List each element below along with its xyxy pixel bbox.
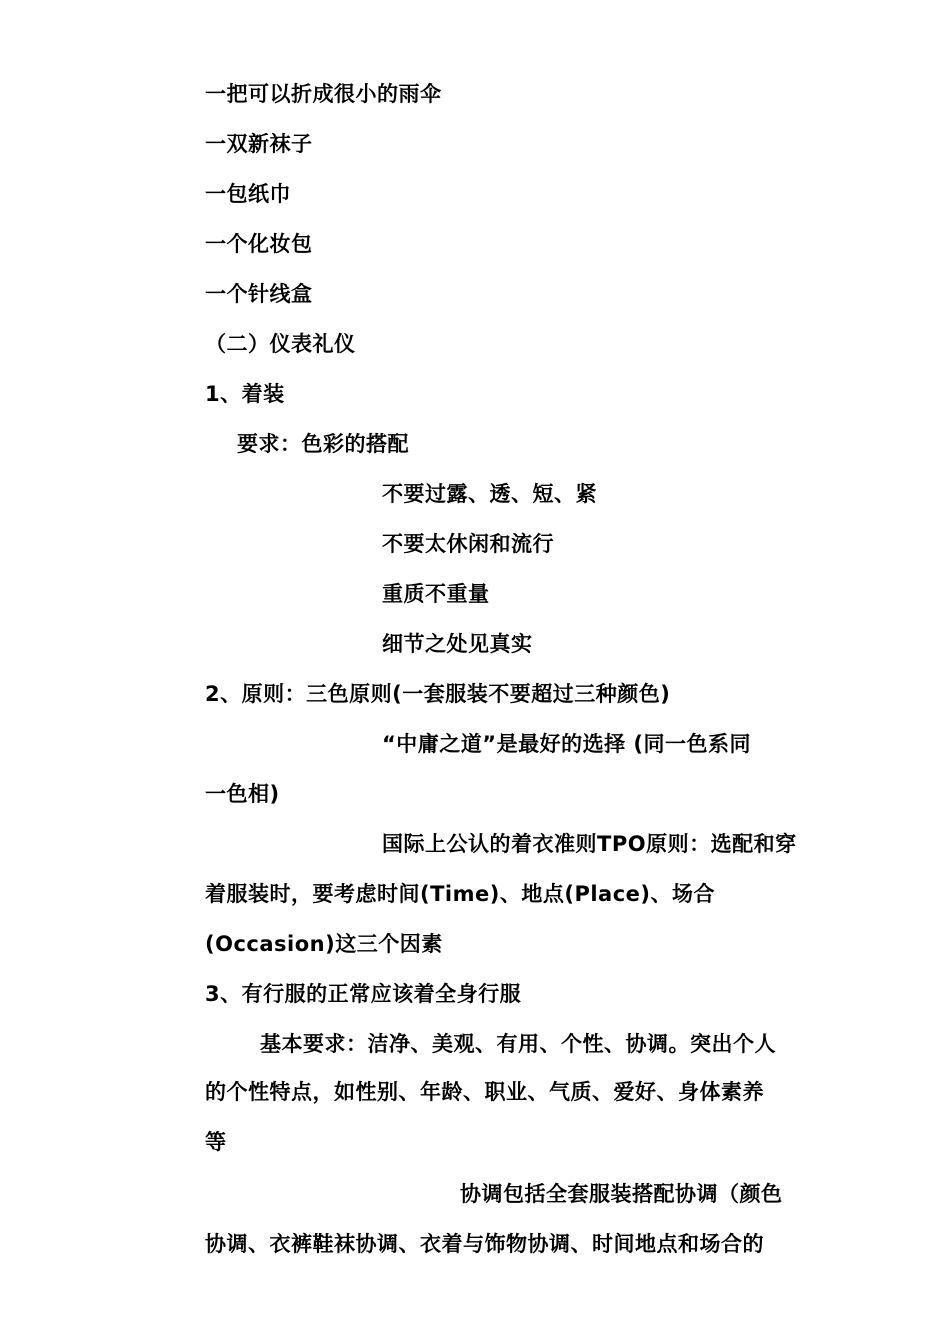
requirement-item-3: 重质不重量 [382,582,490,606]
requirement-item-1: 不要过露、透、短、紧 [382,482,597,506]
list-item-tissues: 一包纸巾 [205,182,291,206]
requirement-item-4: 细节之处见真实 [382,632,533,656]
paragraph-line: 国际上公认的着衣准则TPO原则：选配和穿 [382,832,797,856]
section-heading-appearance: （二）仪表礼仪 [205,332,356,356]
paragraph-line: 等 [205,1130,227,1154]
subheading-uniform: 3、有行服的正常应该着全身行服 [205,982,522,1006]
paragraph-line: 协调、衣裤鞋袜协调、衣着与饰物协调、时间地点和场合的 [205,1232,764,1256]
paragraph-line: “中庸之道”是最好的选择 (同一色系同 [382,732,752,756]
requirement-line: 要求：色彩的搭配 [237,432,409,456]
subheading-dress: 1、着装 [205,382,285,406]
paragraph-line: 着服装时，要考虑时间(Time)、地点(Place)、场合 [205,882,715,906]
principle-heading: 2、原则：三色原则(一套服装不要超过三种颜色) [205,682,671,706]
paragraph-line: 的个性特点，如性别、年龄、职业、气质、爱好、身体素养 [205,1080,764,1104]
paragraph-line: 基本要求：洁净、美观、有用、个性、协调。突出个人 [260,1032,776,1056]
list-item-sewing-box: 一个针线盒 [205,282,313,306]
list-item-socks: 一双新袜子 [205,132,313,156]
list-item-umbrella: 一把可以折成很小的雨伞 [205,82,442,106]
list-item-makeup-bag: 一个化妆包 [205,232,313,256]
paragraph-line: 一色相) [205,782,280,806]
requirement-item-2: 不要太休闲和流行 [382,532,554,556]
paragraph-line: 协调包括全套服装搭配协调（颜色 [460,1182,783,1206]
paragraph-line: (Occasion)这三个因素 [205,932,443,956]
